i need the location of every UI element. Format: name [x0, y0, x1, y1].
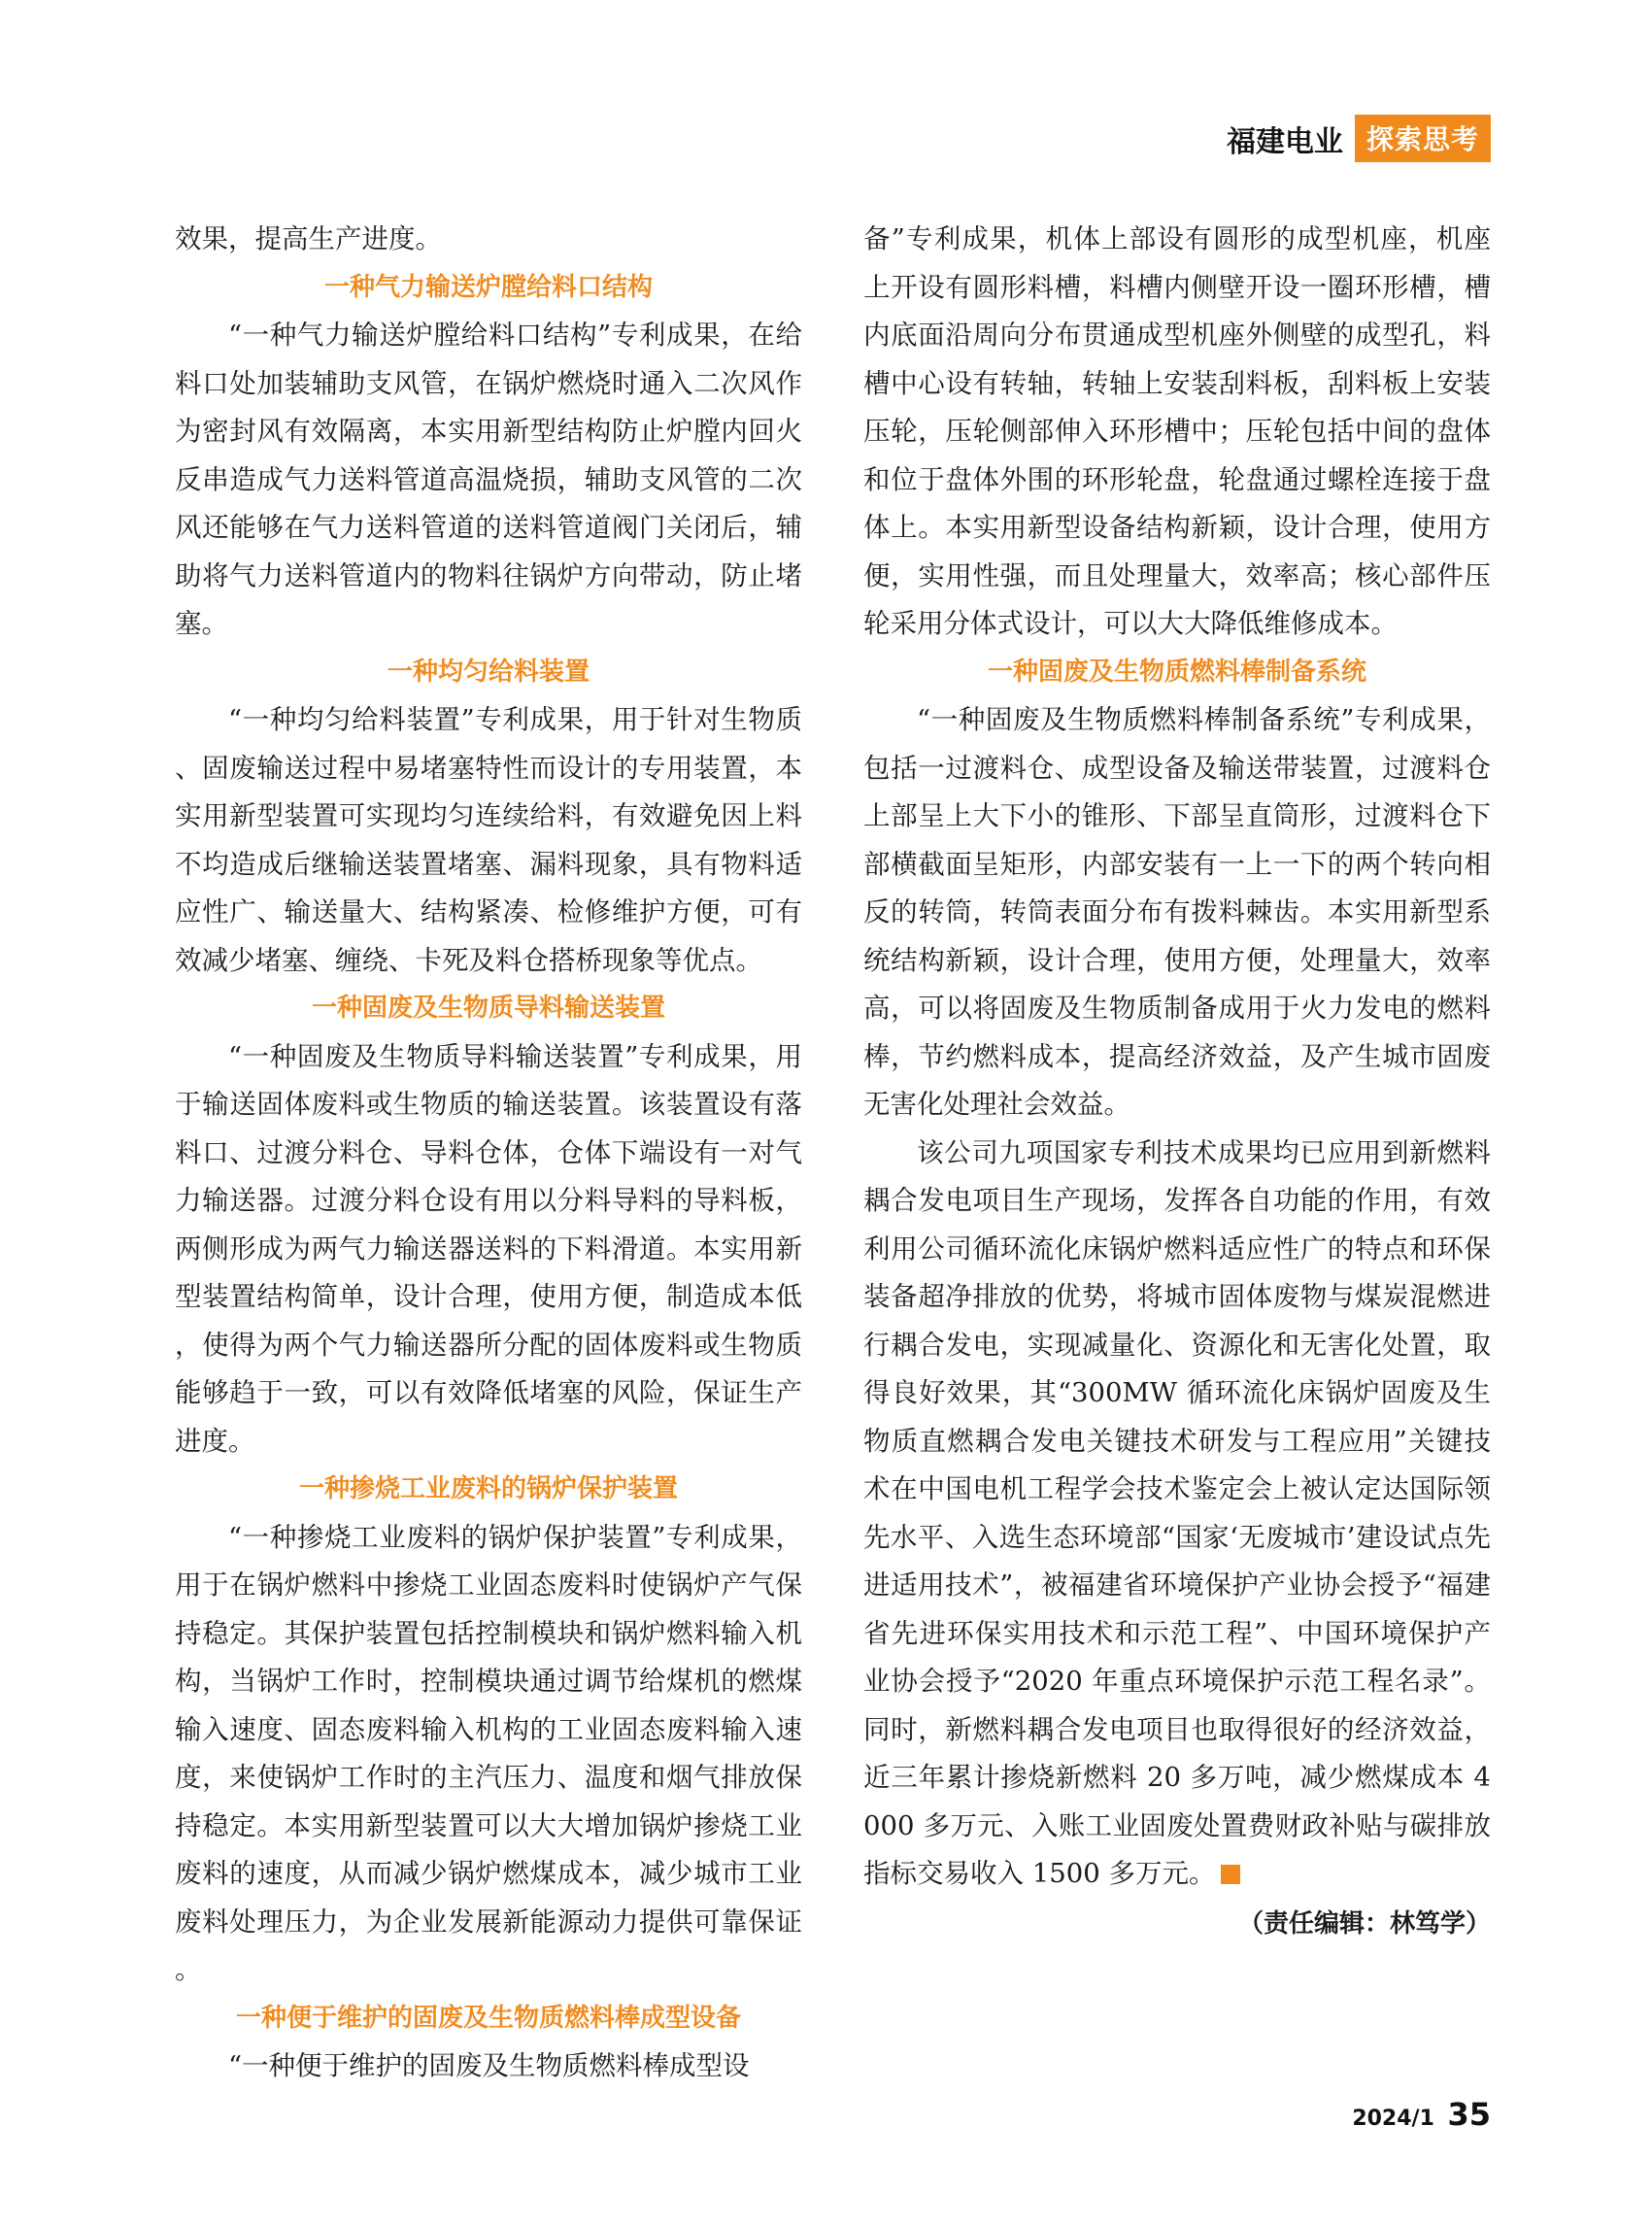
paragraph-final [863, 1130, 1491, 1899]
page-header [1227, 115, 1491, 162]
page-footer [1352, 2096, 1491, 2133]
paragraph: 备”专利成果，机体上部设有圆形的成型机座，机座上开设有圆形料槽，料槽内侧壁开设一圈环形槽，槽内底面沿周向分布贯通成型机座外侧壁的成型孔，料槽中心设有转轴，转轴上安装刮料板，刮料板上安装压轮，压轮侧部伸入环形槽中；压轮包括中间的盘体和位于盘体外围的环形轮盘，轮盘通过螺栓连接于盘体上。本实用新型设备结构新颖，设计合理，使用方便，实用性强，而且处理量大，效率高；核心部件压轮采用分体式设计，可以大大降低维修成本。 [863, 223, 1491, 639]
paragraph: “一种固废及生物质导料输送装置”专利成果，用于输送固体废料或生物质的输送装置。该装置设有落料口、过渡分料仓、导料仓体，仓体下端设有一对气力输送器。过渡分料仓设有用以分料导料的导料板，两侧形成为两气力输送器送料的下料滑道。本实用新型装置结构简单，设计合理，使用方便，制造成本低，使得为两个气力输送器所分配的固体废料或生物质能够趋于一致，可以有效降低堵塞的风险，保证生产进度。 [175, 1040, 802, 1457]
subheading: 一种固废及生物质燃料棒制备系统 [987, 657, 1366, 687]
subheading: 一种掺烧工业废料的锅炉保护装置 [298, 1474, 678, 1503]
paragraph: “一种固废及生物质燃料棒制备系统”专利成果，包括一过渡料仓、成型设备及输送带装置，过渡料仓上部呈上大下小的锥形、下部呈直筒形，过渡料仓下部横截面呈矩形，内部安装有一上一下的两个转向相反的转筒，转筒表面分布有拨料棘齿。本实用新型系统结构新颖，设计合理，使用方便，处理量大，效率高，可以将固废及生物质制备成用于火力发电的燃料棒，节约燃料成本，提高经济效益，及产生城市固废无害化处理社会效益。 [863, 704, 1491, 1120]
subheading: 一种固废及生物质导料输送装置 [311, 994, 665, 1023]
subheading: 一种气力输送炉膛给料口结构 [323, 272, 653, 302]
page-number: 35 [1447, 2096, 1491, 2133]
paragraph: “一种气力输送炉膛给料口结构”专利成果，在给料口处加装辅助支风管，在锅炉燃烧时通入二次风作为密封风有效隔离，本实用新型结构防止炉膛内回火反串造成气力送料管道高温烧损，辅助支风管的二次风还能够在气力送料管道的送料管道阀门关闭后，辅助将气力送料管道内的物料往锅炉方向带动，防止堵塞。 [175, 320, 802, 639]
section-tag: 探索思考 [1355, 115, 1491, 162]
subheading: 一种均匀给料装置 [387, 657, 590, 687]
paragraph: “一种均匀给料装置”专利成果，用于针对生物质、固废输送过程中易堵塞特性而设计的专用装置，本实用新型装置可实现均匀连续给料，有效避免因上料不均造成后继输送装置堵塞、漏料现象，具有物料适应性广、输送量大、结构紧凑、检修维护方便，可有效减少堵塞、缠绕、卡死及料仓搭桥现象等优点。 [175, 704, 802, 976]
right-column [863, 216, 1491, 1948]
subheading: 一种便于维护的固废及生物质燃料棒成型设备 [235, 2003, 741, 2033]
paragraph: “一种掺烧工业废料的锅炉保护装置”专利成果，用于在锅炉燃料中掺烧工业固态废料时使锅炉产气保持稳定。其保护装置包括控制模块和锅炉燃料输入机构，当锅炉工作时，控制模块通过调节给煤机的燃煤输入速度、固态废料输入机构的工业固态废料输入速度，来使锅炉工作时的主汽压力、温度和烟气排放保持稳定。本实用新型装置可以大大增加锅炉掺烧工业废料的速度，从而减少锅炉燃煤成本，减少城市工业废料处理压力，为企业发展新能源动力提供可靠保证。 [175, 1521, 802, 1985]
issue-number: 2024/1 [1352, 2107, 1434, 2131]
paragraph-text: 该公司九项国家专利技术成果均已应用到新燃料耦合发电项目生产现场，发挥各自功能的作用，有效利用公司循环流化床锅炉燃料适应性广的特点和环保装备超净排放的优势，将城市固体废物与煤炭混燃进行耦合发电，实现减量化、资源化和无害化处置，取得良好效果，其“300MW 循环流化床锅炉固废及生物质直燃耦合发电关键技术研发与工程应用”关键技术在中国电机工程学会技术鉴定会上被认定达国际领先水平、入选生态环境部“国家‘无废城市’建设试点先进适用技术”，被福建省环境保护产业协会授予“福建省先进环保实用技术和示范工程”、中国环境保护产业协会授予“2020 年重点环境保护示范工程名录”。同时，新燃料耦合发电项目也取得很好的经济效益，近三年累计掺烧新燃料 20 多万吨，减少燃煤成本 4000 多万元、入账工业固废处置费财政补贴与碳排放指标交易收入 1500 多万元。 [863, 1136, 1491, 1889]
left-column [175, 216, 802, 2091]
end-mark-icon [1221, 1865, 1240, 1884]
magazine-name: 福建电业 [1226, 124, 1343, 159]
paragraph: 效果，提高生产进度。 [175, 223, 442, 254]
paragraph: “一种便于维护的固废及生物质燃料棒成型设 [228, 2050, 750, 2081]
editor-credit: （责任编辑：林笃学） [1237, 1908, 1491, 1939]
